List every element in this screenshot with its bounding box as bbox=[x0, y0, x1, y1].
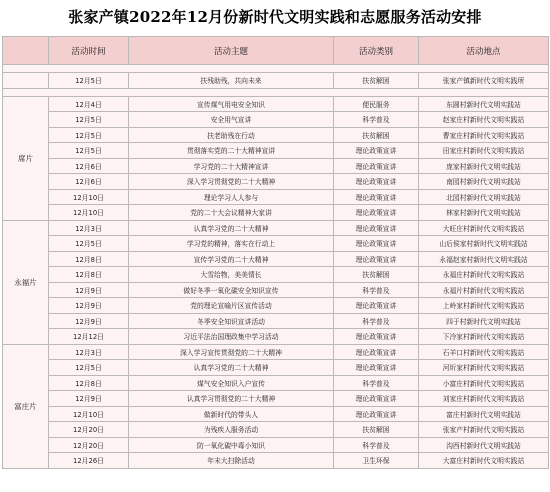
time-cell: 12月9日 bbox=[49, 391, 129, 407]
category-cell: 扶贫解困 bbox=[334, 267, 419, 283]
location-cell: 庞家村新时代文明实践站 bbox=[419, 158, 549, 174]
location-cell: 东圆村新时代文明实践站 bbox=[419, 96, 549, 112]
category-cell: 科学普及 bbox=[334, 282, 419, 298]
time-cell: 12月5日 bbox=[49, 236, 129, 252]
time-cell: 12月5日 bbox=[49, 360, 129, 376]
time-cell: 12月8日 bbox=[49, 375, 129, 391]
table-row bbox=[3, 375, 549, 391]
time-cell: 12月10日 bbox=[49, 189, 129, 205]
category-cell: 理论政策宣讲 bbox=[334, 298, 419, 314]
time-cell: 12月26日 bbox=[49, 453, 129, 469]
category-cell: 理论政策宣讲 bbox=[334, 236, 419, 252]
time-cell: 12月12日 bbox=[49, 329, 129, 345]
header-row bbox=[3, 37, 549, 65]
category-cell: 卫生环保 bbox=[334, 453, 419, 469]
location-cell: 石羊口村新时代文明实践站 bbox=[419, 344, 549, 360]
page-title: 张家产镇2022年12月份新时代文明实践和志愿服务活动安排 bbox=[68, 8, 482, 26]
location-cell: 山后侯家村新时代文明实践站 bbox=[419, 236, 549, 252]
category-cell: 理论政策宣讲 bbox=[334, 189, 419, 205]
theme-cell: 党的理论宣喻片区宣传活动 bbox=[129, 298, 334, 314]
table-row bbox=[3, 267, 549, 283]
location-cell: 沟西村新时代文明实践站 bbox=[419, 437, 549, 453]
location-cell: 上岭家村新时代文明实践站 bbox=[419, 298, 549, 314]
theme-cell: 学习党的精神，落实在行动上 bbox=[129, 236, 334, 252]
table-row bbox=[3, 344, 549, 360]
location-cell: 小富庄村新时代文明实践站 bbox=[419, 375, 549, 391]
theme-cell: 贯彻落实党的二十大精神宣讲 bbox=[129, 143, 334, 159]
schedule-table bbox=[2, 36, 549, 469]
header-location: 活动地点 bbox=[419, 37, 549, 65]
theme-cell: 做新时代的带头人 bbox=[129, 406, 334, 422]
time-cell: 12月5日 bbox=[49, 127, 129, 143]
theme-cell: 年末大扫除活动 bbox=[129, 453, 334, 469]
location-cell: 四于村新时代文明实践站 bbox=[419, 313, 549, 329]
location-cell: 下冷家村新时代文明实践站 bbox=[419, 329, 549, 345]
theme-cell: 做好冬季一氧化碳安全知识宣传 bbox=[129, 282, 334, 298]
table-row bbox=[3, 313, 549, 329]
theme-cell: 扶老助残在行动 bbox=[129, 127, 334, 143]
category-cell: 扶贫解困 bbox=[334, 422, 419, 438]
theme-cell: 宣传煤气用电安全知识 bbox=[129, 96, 334, 112]
location-cell: 永福庄村新时代文明实践站 bbox=[419, 267, 549, 283]
time-cell: 12月5日 bbox=[49, 143, 129, 159]
location-cell: 大富庄村新时代文明实践站 bbox=[419, 453, 549, 469]
theme-cell: 安全用气宣讲 bbox=[129, 112, 334, 128]
location-cell: 曹家庄村新时代文明实践站 bbox=[419, 127, 549, 143]
table-row bbox=[3, 437, 549, 453]
theme-cell: 理论学习人人参与 bbox=[129, 189, 334, 205]
table-row bbox=[3, 174, 549, 190]
time-cell: 12月6日 bbox=[49, 174, 129, 190]
location-cell: 田家庄村新时代文明实践站 bbox=[419, 143, 549, 159]
location-cell: 林家村新时代文明实践站 bbox=[419, 205, 549, 221]
time-cell: 12月9日 bbox=[49, 298, 129, 314]
category-cell: 科学普及 bbox=[334, 313, 419, 329]
location-cell: 北园村新时代文明实践站 bbox=[419, 189, 549, 205]
category-cell: 扶贫解困 bbox=[334, 73, 419, 89]
location-cell: 张家产村新时代文明实践站 bbox=[419, 422, 549, 438]
time-cell: 12月20日 bbox=[49, 437, 129, 453]
category-cell: 理论政策宣讲 bbox=[334, 174, 419, 190]
table-row bbox=[3, 282, 549, 298]
theme-cell: 扶残助残，共向未来 bbox=[129, 73, 334, 89]
theme-cell: 冬季安全知识宣讲活动 bbox=[129, 313, 334, 329]
category-cell: 理论政策宣讲 bbox=[334, 344, 419, 360]
region-cell: 席片 bbox=[3, 96, 49, 220]
theme-cell: 认真学习党的二十大精神 bbox=[129, 220, 334, 236]
category-cell: 理论政策宣讲 bbox=[334, 220, 419, 236]
theme-cell: 深入学习贯彻党的二十大精神 bbox=[129, 174, 334, 190]
category-cell: 科学普及 bbox=[334, 437, 419, 453]
header-theme: 活动主题 bbox=[129, 37, 334, 65]
theme-cell: 学习党的二十大精神宣讲 bbox=[129, 158, 334, 174]
table-row bbox=[3, 298, 549, 314]
spacer-row bbox=[3, 65, 549, 73]
table-row bbox=[3, 112, 549, 128]
time-cell: 12月3日 bbox=[49, 344, 129, 360]
time-cell: 12月10日 bbox=[49, 205, 129, 221]
table-body bbox=[3, 65, 549, 469]
table-row bbox=[3, 236, 549, 252]
region-cell: 永福片 bbox=[3, 220, 49, 344]
table-row bbox=[3, 158, 549, 174]
time-cell: 12月3日 bbox=[49, 220, 129, 236]
category-cell: 理论政策宣讲 bbox=[334, 406, 419, 422]
category-cell: 理论政策宣讲 bbox=[334, 251, 419, 267]
location-cell: 永福片村新时代文明实践站 bbox=[419, 282, 549, 298]
time-cell: 12月8日 bbox=[49, 267, 129, 283]
theme-cell: 认真学习贯彻党的二十大精神 bbox=[129, 391, 334, 407]
theme-cell: 深入学习宣传贯彻党的二十大精神 bbox=[129, 344, 334, 360]
location-cell: 大旺庄村新时代文明实践站 bbox=[419, 220, 549, 236]
region-cell: 富庄片 bbox=[3, 344, 49, 468]
table-row bbox=[3, 205, 549, 221]
location-cell: 赵家庄村新时代文明实践站 bbox=[419, 112, 549, 128]
category-cell: 科学普及 bbox=[334, 375, 419, 391]
time-cell: 12月9日 bbox=[49, 282, 129, 298]
table-row bbox=[3, 251, 549, 267]
table-row bbox=[3, 360, 549, 376]
table-row bbox=[3, 96, 549, 112]
time-cell: 12月8日 bbox=[49, 251, 129, 267]
table-row bbox=[3, 220, 549, 236]
theme-cell: 习近平法治国理政集中学习活动 bbox=[129, 329, 334, 345]
category-cell: 理论政策宣讲 bbox=[334, 158, 419, 174]
theme-cell: 煤气安全知识入户宣传 bbox=[129, 375, 334, 391]
table-row bbox=[3, 406, 549, 422]
time-cell: 12月4日 bbox=[49, 96, 129, 112]
theme-cell: 宣传学习党的二十大精神 bbox=[129, 251, 334, 267]
category-cell: 科学普及 bbox=[334, 112, 419, 128]
category-cell: 理论政策宣讲 bbox=[334, 143, 419, 159]
location-cell: 永福赵家村新时代文明实践站 bbox=[419, 251, 549, 267]
table-row bbox=[3, 453, 549, 469]
theme-cell: 为残疾人服务活动 bbox=[129, 422, 334, 438]
spacer-row bbox=[3, 88, 549, 96]
location-cell: 富庄村新时代文明实践站 bbox=[419, 406, 549, 422]
table-row bbox=[3, 127, 549, 143]
category-cell: 扶贫解困 bbox=[334, 127, 419, 143]
time-cell: 12月10日 bbox=[49, 406, 129, 422]
time-cell: 12月9日 bbox=[49, 313, 129, 329]
category-cell: 理论政策宣讲 bbox=[334, 391, 419, 407]
theme-cell: 大雪给物，美美情长 bbox=[129, 267, 334, 283]
table-row bbox=[3, 73, 549, 89]
category-cell: 便民服务 bbox=[334, 96, 419, 112]
theme-cell: 防一氧化碳中毒小知识 bbox=[129, 437, 334, 453]
table-row bbox=[3, 329, 549, 345]
theme-cell: 党的二十大会议精神大家讲 bbox=[129, 205, 334, 221]
category-cell: 理论政策宣讲 bbox=[334, 205, 419, 221]
theme-cell: 认真学习党的二十大精神 bbox=[129, 360, 334, 376]
table-row bbox=[3, 391, 549, 407]
region-cell bbox=[3, 73, 49, 89]
time-cell: 12月20日 bbox=[49, 422, 129, 438]
header-time: 活动时间 bbox=[49, 37, 129, 65]
table-row bbox=[3, 422, 549, 438]
table-row bbox=[3, 189, 549, 205]
time-cell: 12月6日 bbox=[49, 158, 129, 174]
time-cell: 12月5日 bbox=[49, 112, 129, 128]
category-cell: 理论政策宣讲 bbox=[334, 329, 419, 345]
location-cell: 南园村新时代文明实践站 bbox=[419, 174, 549, 190]
header-category: 活动类别 bbox=[334, 37, 419, 65]
header-region bbox=[3, 37, 49, 65]
table-row bbox=[3, 143, 549, 159]
location-cell: 河圻家村新时代文明实践站 bbox=[419, 360, 549, 376]
time-cell: 12月5日 bbox=[49, 73, 129, 89]
location-cell: 张家产镇新时代文明实践所 bbox=[419, 73, 549, 89]
category-cell: 理论政策宣讲 bbox=[334, 360, 419, 376]
location-cell: 刘家庄村新时代文明实践站 bbox=[419, 391, 549, 407]
